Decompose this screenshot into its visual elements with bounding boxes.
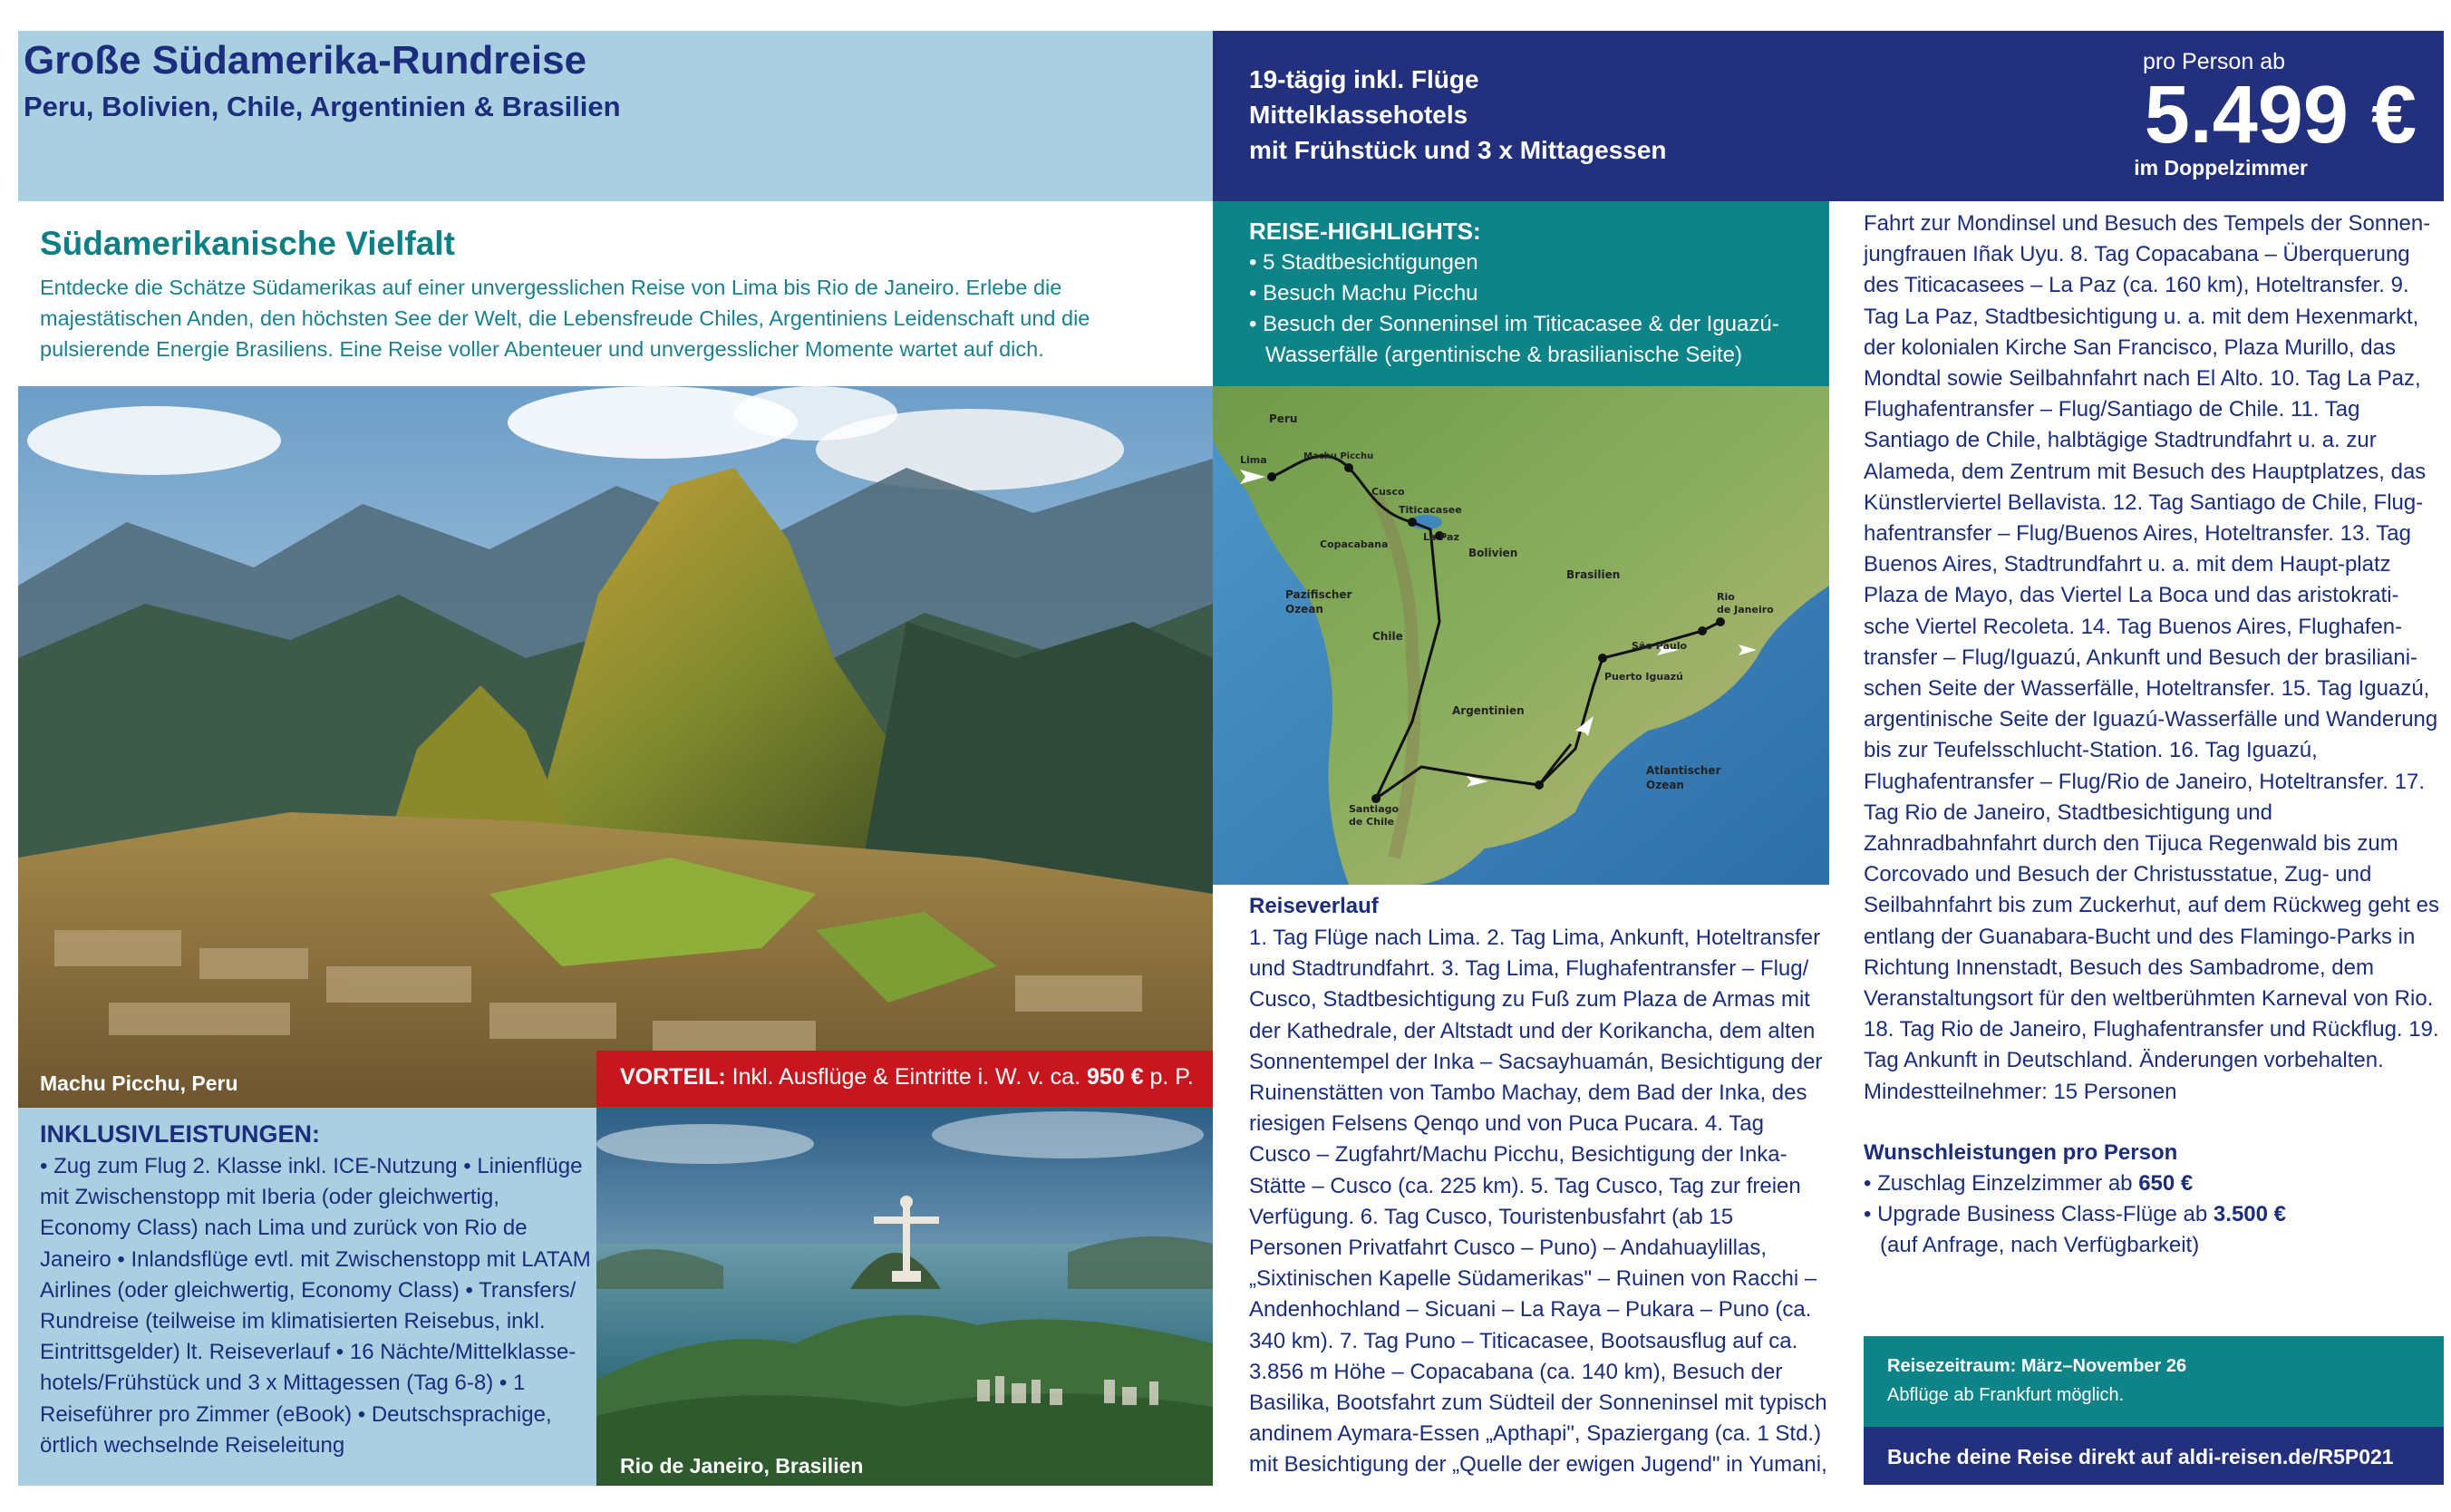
vorteil-text: Inkl. Ausflüge & Eintritte i. W. v. ca. bbox=[725, 1064, 1087, 1090]
inclusive-heading: INKLUSIVLEISTUNGEN: bbox=[40, 1120, 321, 1148]
route-map-svg bbox=[1213, 386, 1829, 885]
extra-item-note: (auf Anfrage, nach Verfügbarkeit) bbox=[1880, 1233, 2200, 1257]
map-label: Argentinien bbox=[1452, 704, 1525, 717]
highlight-item: • 5 Stadtbesichtigungen bbox=[1249, 250, 1478, 275]
vorteil-suffix: p. P. bbox=[1143, 1064, 1194, 1090]
map-label: Atlantischer bbox=[1646, 764, 1721, 777]
extra-item-price: 3.500 € bbox=[2213, 1202, 2286, 1226]
map-label: Bolivien bbox=[1468, 547, 1518, 559]
vorteil-label: VORTEIL: bbox=[620, 1064, 726, 1090]
itinerary-text-part2: Fahrt zur Mondinsel und Besuch des Tempels der Sonnen-jungfrauen Iñak Uyu. 8. Tag Copacabana – Überquerung des Titicacasees – La Paz (ca. 160 km), Hoteltransfer. 9. Tag La Paz, Stadtbesichtigung u. a. mit dem Hexenmarkt, der kolonialen Kirche San Francisco, Plaza Murillo, das Mondtal sowie Seilbahnfahrt nach El Alto. 10. Tag La Paz, Flughafentransfer – Flug/Santiago de Chile. 11. Tag Santiago de Chile, halbtägige Stadtrundfahrt u. a. zur Alameda, dem Zentrum mit Besuch des Hauptplatzes, das Künstlerviertel Bellavista. 12. Tag Santiago de Chile, Flug-hafentransfer – Flug/Buenos Aires, Hoteltransfer. 13. Tag Buenos Aires, Stadtrundfahrt u. a. mit dem Haupt-platz Plaza de Mayo, das Viertel La Boca und das aristokrati-sche Viertel Recoleta. 14. Tag Buenos Aires, Flughafen-transfer – Flug/Iguazú, Ankunft und Besuch der brasiliani-schen Seite der Wasserfälle, Hoteltransfer. 15. Tag Iguazú, argentinische Seite der Iguazú-Wasserfälle und Wanderung bis zur Teufelsschlucht-Station. 16. Tag Iguazú, Flughafentransfer – Flug/Rio de Janeiro, Hoteltransfer. 17. Tag Rio de Janeiro, Stadtbesichtigung und Zahnradbahnfahrt durch den Tijuca Regenwald bis zum Corcovado und Besuch der Christusstatue, Zug- und Seilbahnfahrt bis zum Zuckerhut, auf dem Rückweg geht es entlang der Guanabara-Bucht und des Flamingo-Parks in Richtung Innenstadt, Besuch des Sambadrome, dem Veranstaltungsort für den weltberühmten Karneval von Rio. 18. Tag Rio de Janeiro, Flughafentransfer und Rückflug. 19. Tag Ankunft in Deutschland. Änderungen vorbehalten. Mindestteilnehmer: 15 Personen bbox=[1864, 211, 2439, 1104]
map-label: Copacabana bbox=[1320, 538, 1389, 550]
map-label: de Janeiro bbox=[1717, 604, 1774, 615]
booking-link[interactable]: Buche deine Reise direkt auf aldi-reisen.de/R5P021 bbox=[1887, 1445, 2394, 1468]
map-label: Chile bbox=[1372, 630, 1403, 643]
map-label: de Chile bbox=[1349, 816, 1395, 828]
extra-item-business-upgrade bbox=[1864, 1202, 2286, 1227]
map-label: Titicacasee bbox=[1399, 504, 1462, 516]
extra-item-single-room bbox=[1864, 1171, 2193, 1197]
machu-picchu-illustration bbox=[18, 386, 1213, 1108]
map-label: Ozean bbox=[1285, 603, 1323, 615]
itinerary-heading: Reiseverlauf bbox=[1249, 894, 1379, 918]
extras-heading: Wunschleistungen pro Person bbox=[1864, 1140, 2178, 1165]
intro-heading: Südamerikanische Vielfalt bbox=[40, 225, 455, 262]
map-label: Puerto Iguazú bbox=[1604, 671, 1683, 683]
map-label: Brasilien bbox=[1566, 568, 1621, 581]
tour-title: Große Südamerika-Rundreise bbox=[24, 38, 587, 82]
vorteil-banner bbox=[596, 1051, 1213, 1107]
extra-item-text: • Zuschlag Einzelzimmer ab bbox=[1864, 1171, 2139, 1196]
inclusive-text: • Zug zum Flug 2. Klasse inkl. ICE-Nutzung • Linienflüge mit Zwischenstopp mit Iberia (oder gleichwertig, Economy Class) nach Lima und zurück von Rio de Janeiro • Inlandsflüge evtl. mit Zwischenstopp mit LATAM Airlines (oder gleichwertig, Economy Class) • Transfers/ Rundreise (teilweise im klimatisierten Reisebus, inkl. Eintrittsgelder) lt. Reiseverlauf • 16 Nächte/Mittelklasse-hotels/Frühstück und 3 x Mittagessen (Tag 6-8) • 1 Reiseführer pro Zimmer (eBook) • Deutschsprachige, örtlich wechselnde Reiseleitung bbox=[40, 1154, 591, 1458]
highlights-heading: REISE-HIGHLIGHTS: bbox=[1249, 218, 1481, 245]
tour-subtitle: Peru, Bolivien, Chile, Argentinien & Brasilien bbox=[24, 91, 621, 122]
vorteil-amount: 950 € bbox=[1086, 1064, 1144, 1090]
map-label: Rio bbox=[1717, 591, 1735, 603]
route-map bbox=[1213, 386, 1829, 885]
price-suffix: im Doppelzimmer bbox=[2134, 156, 2308, 179]
travel-period: Reisezeitraum: März–November 26 bbox=[1887, 1356, 2187, 1376]
highlight-item: Wasserfälle (argentinische & brasilianische Seite) bbox=[1265, 343, 1743, 367]
travel-period-box bbox=[1864, 1336, 2444, 1427]
rio-photo bbox=[596, 1108, 1213, 1486]
rio-illustration bbox=[596, 1108, 1213, 1486]
map-label: São Paulo bbox=[1632, 640, 1688, 652]
header-right-panel bbox=[1213, 31, 2444, 201]
extra-item-price: 650 € bbox=[2138, 1171, 2194, 1196]
feature-hotels: Mittelklassehotels bbox=[1249, 101, 1468, 129]
itinerary-text-part1: 1. Tag Flüge nach Lima. 2. Tag Lima, Ankunft, Hoteltransfer und Stadtrundfahrt. 3. Tag Lima, Flughafentransfer – Flug/ Cusco, Stadtbesichtigung zu Fuß zum Plaza de Armas mit der Kathedrale, der Altstadt und der Korikancha, dem alten Sonnentempel der Inka – Sacsayhuamán, Besichtigung der Ruinenstätten von Tambo Machay, dem Bad der Inka, des riesigen Felsens Qenqo und von Puca Pucara. 4. Tag Cusco – Zugfahrt/Machu Picchu, Besichtigung der Inka-Stätte – Cusco (ca. 225 km). 5. Tag Cusco, Tag zur freien Verfügung. 6. Tag Cusco, Touristenbusfahrt (ab 15 Personen Privatfahrt Cusco – Puno) – Andahuaylillas, „Sixtinischen Kapelle Südamerikas" – Ruinen von Racchi – Andenhochland – Sicuani – La Raya – Pukara – Puno (ca. 340 km). 7. Tag Puno – Titicacasee, Bootsausflug auf ca. 3.856 m Höhe – Copacabana (ca. 140 km), Besuch der Basilika, Bootsfahrt zum Südteil der Sonneninsel mit typisch andinem Aymara-Essen „Apthapi", Spaziergang (ca. 1 Std.) mit Besichtigung der „Quelle der ewigen Jugend" in Yumani, bbox=[1249, 926, 1827, 1478]
departure-info: Abflüge ab Frankfurt möglich. bbox=[1887, 1385, 2125, 1405]
map-label: Cusco bbox=[1371, 486, 1405, 498]
map-label: Pazifischer bbox=[1285, 588, 1352, 601]
map-label: Peru bbox=[1269, 412, 1298, 425]
intro-text: Entdecke die Schätze Südamerikas auf einer unvergesslichen Reise von Lima bis Rio de Janeiro. Erlebe die majestätischen Anden, den höchsten See der Welt, die Lebensfreude Chiles, Argentiniens Leidenschaft und die pulsierende Energie Brasiliens. Eine Reise voller Abenteuer und unvergesslicher Momente wartet auf dich. bbox=[40, 276, 1090, 361]
map-label: La Paz bbox=[1423, 531, 1459, 543]
highlight-item: • Besuch Machu Picchu bbox=[1249, 281, 1478, 305]
extra-item-text: • Upgrade Business Class-Flüge ab bbox=[1864, 1202, 2214, 1226]
map-label: Ozean bbox=[1646, 779, 1684, 791]
rio-caption: Rio de Janeiro, Brasilien bbox=[620, 1454, 864, 1478]
feature-duration: 19-tägig inkl. Flüge bbox=[1249, 65, 1479, 93]
price-prefix: pro Person ab bbox=[2142, 49, 2285, 74]
highlight-item: • Besuch der Sonneninsel im Titicacasee & der Iguazú- bbox=[1249, 312, 1779, 336]
machu-picchu-photo bbox=[18, 386, 1213, 1108]
machu-picchu-caption: Machu Picchu, Peru bbox=[40, 1071, 238, 1095]
map-label: Lima bbox=[1240, 454, 1267, 466]
feature-meals: mit Frühstück und 3 x Mittagessen bbox=[1249, 136, 1667, 164]
map-label: Santiago bbox=[1349, 803, 1400, 815]
map-label: Machu Picchu bbox=[1303, 451, 1374, 461]
price: 5.499 € bbox=[2144, 70, 2417, 160]
